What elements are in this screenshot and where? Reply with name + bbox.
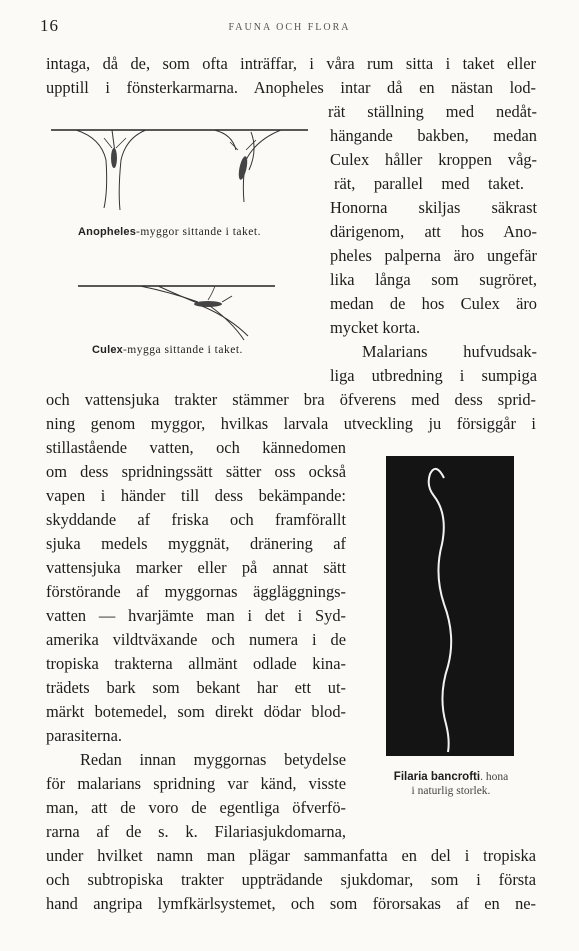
body-line: för malarians spridning var känd, visste (46, 774, 346, 793)
body-line: och subtropiska trakter uppträdande sjukdomar, som i första (46, 870, 536, 889)
body-line: Honorna skiljas säkrast (330, 198, 537, 217)
caption-species-name: Anopheles (78, 226, 137, 238)
running-title: FAUNA OCH FLORA (228, 22, 351, 33)
caption-text: . hona (480, 771, 509, 783)
caption-text: i naturlig storlek. (411, 785, 491, 797)
figure-filaria-plate (386, 456, 514, 756)
filaria-worm-illustration (386, 456, 514, 756)
body-line: förstörande af myggornas äggläggnings- (46, 582, 346, 601)
body-line: under hvilket namn man plägar sammanfatta en del i tropiska (46, 846, 536, 865)
figure-anopheles (46, 120, 321, 238)
body-line: Culex håller kroppen våg- (330, 150, 537, 169)
body-line: trädets bark som bekant har ett ut- (46, 678, 346, 697)
body-line: mycket korta. (330, 318, 421, 337)
body-line: amerika vildtväxande och numera i de (46, 630, 346, 649)
figure-caption-culex (92, 344, 243, 356)
body-line: pheles palperna äro ungefär (330, 246, 537, 265)
body-line: ning genom myggor, hvilkas larvala utveckling ju försiggår i (46, 414, 536, 433)
body-line: sjuka medels myggnät, dränering af (46, 534, 346, 553)
body-line: liga utbredning i sumpiga (330, 366, 537, 385)
caption-text: -mygga sittande i taket. (122, 344, 243, 356)
body-line: vapen i händer till dess bekämpande: (46, 486, 346, 505)
figure-culex (70, 278, 290, 356)
figure-caption-anopheles (78, 226, 261, 238)
caption-species-name: Culex (92, 344, 123, 356)
body-line: märkt botemedel, som direkt dödar blod- (46, 702, 346, 721)
body-line: stillastående vatten, och kännedomen (46, 438, 346, 457)
caption-text: -myggor sittande i taket. (136, 226, 261, 238)
culex-illustration (70, 278, 290, 342)
body-line: om dess spridningssätt sätter oss också (46, 462, 346, 481)
body-line: Malarians hufvudsak- (362, 342, 537, 361)
body-line: rarna af de s. k. Filariasjukdomarna, (46, 822, 346, 841)
body-line: hängande bakben, medan (330, 126, 537, 145)
body-line: medan de hos Culex äro (330, 294, 537, 313)
caption-species-name: Filaria bancrofti (393, 771, 481, 783)
page-number: 16 (40, 16, 59, 35)
anopheles-illustration (46, 120, 321, 230)
body-line: man, att de voro de egentliga öfverfö- (46, 798, 346, 817)
body-line: därigenom, att hos Ano- (330, 222, 537, 241)
body-line: skyddande af friska och framförallt (46, 510, 346, 529)
body-line: parasiterna. (46, 726, 122, 745)
body-line: och vattensjuka trakter stämmer bra öfverens med dess sprid- (46, 390, 536, 409)
page-header (0, 0, 579, 40)
body-line: upptill i fönsterkarmarna. Anopheles intar då en nästan lod- (46, 78, 536, 97)
body-line: rät, parallel med taket. (334, 174, 524, 193)
figure-caption-filaria (371, 770, 531, 798)
body-line: hand angripa lymfkärlsystemet, och som förorsakas af en ne- (46, 894, 536, 913)
body-line: lika långa som sugröret, (330, 270, 537, 289)
caption-line (371, 770, 531, 784)
body-line: vattensjuka marker eller på annat sätt (46, 558, 346, 577)
body-line: tropiska trakterna allmänt odlade kina- (46, 654, 346, 673)
body-line: rät ställning med nedåt- (328, 102, 537, 121)
body-line: Redan innan myggornas betydelse (80, 750, 346, 769)
body-line: intaga, då de, som ofta inträffar, i våra rum sitta i taket eller (46, 54, 536, 73)
body-line: vatten — hvarjämte man i det i Syd- (46, 606, 346, 625)
